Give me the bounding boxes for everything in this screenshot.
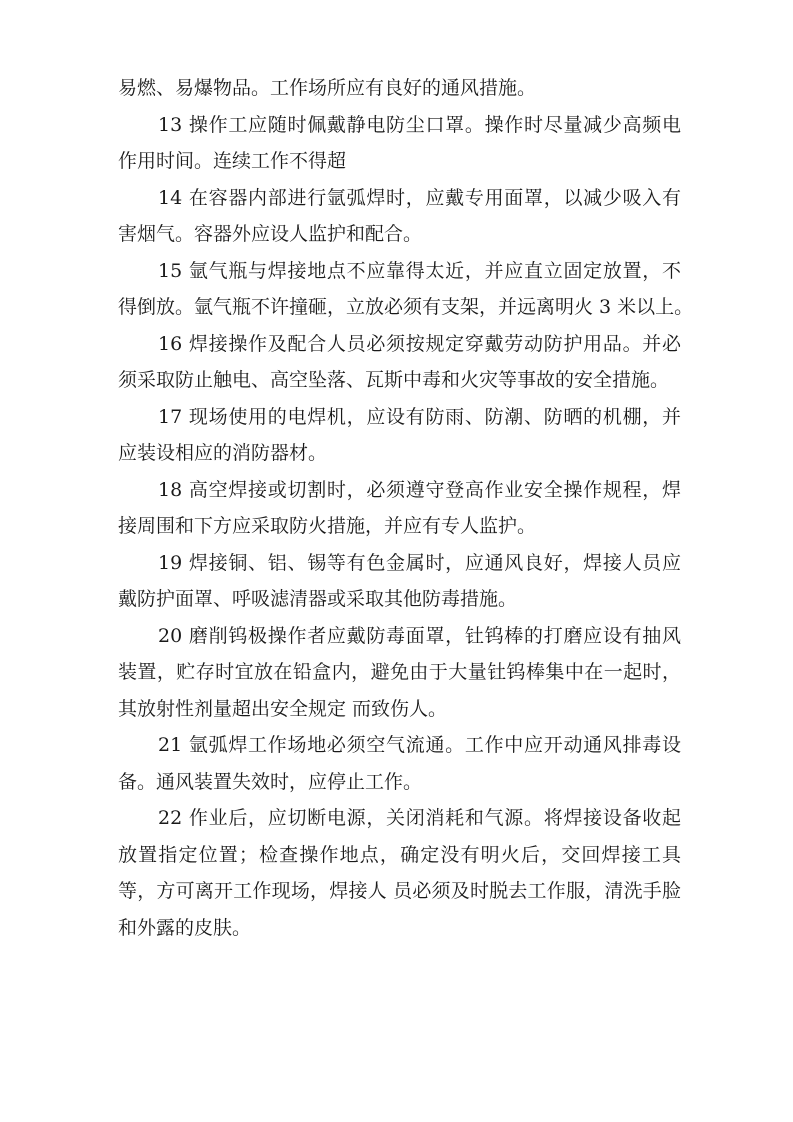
paragraph [118,545,681,618]
text-line: 须采取防止触电、高空坠落、瓦斯中毒和火灾等事故的安全措施。 [118,369,670,391]
paragraph [118,618,681,728]
text-line: 15 氩气瓶与焊接地点不应靠得太近，并应直立固定放置，不 [158,259,681,282]
text-line: 戴防护面罩、呼吸滤清器或采取其他防毒措施。 [118,588,518,610]
text-line: 和外露的皮肤。 [118,916,252,939]
text-line: 备。通风装置失效时，应停止工作。 [118,770,423,793]
text-line: 害烟气。容器外应设人监护和配合。 [118,223,423,245]
text-line: 14 在容器内部进行氩弧焊时，应戴专用面罩，以减少吸入有 [158,186,681,209]
text-line: 21 氩弧焊工作场地必须空气流通。工作中应开动通风排毒设 [158,734,681,756]
text-line: 得倒放。氩气瓶不许撞砸，立放必须有支架，并远离明火 3 米以上。 [118,296,694,318]
paragraph [118,326,681,399]
text-line: 19 焊接铜、铝、锡等有色金属时，应通风良好，焊接人员应 [158,551,681,574]
text-line: 20 磨削钨极操作者应戴防毒面罩，钍钨棒的打磨应设有抽风 [158,624,681,647]
text-line: 其放射性剂量超出安全规定 而致伤人。 [118,697,448,720]
text-line: 接周围和下方应采取防火措施，并应有专人监护。 [118,515,537,537]
text-line: 17 现场使用的电焊机，应设有防雨、防潮、防晒的机棚，并 [158,405,681,428]
paragraph [118,800,681,946]
text-line: 18 高空焊接或切割时，必须遵守登高作业安全操作规程，焊 [158,478,681,501]
text-line: 22 作业后，应切断电源，关闭消耗和气源。将焊接设备收起 [158,807,681,829]
paragraph [118,399,681,472]
paragraph [118,70,681,107]
paragraph [118,727,681,800]
text-line: 13 操作工应随时佩戴静电防尘口罩。操作时尽量减少高频电 [158,113,681,136]
text-line: 放置指定位置；检查操作地点，确定没有明火后，交回焊接工具 [118,843,681,866]
paragraph [118,180,681,253]
text-line: 应装设相应的消防器材。 [118,442,328,464]
document-page [118,70,694,946]
text-line: 16 焊接操作及配合人员必须按规定穿戴劳动防护用品。并必 [158,332,681,355]
text-line: 作用时间。连续工作不得超 [118,150,347,172]
paragraph [118,472,681,545]
text-line: 易燃、易爆物品。工作场所应有良好的通风措施。 [118,77,537,99]
paragraph [118,253,694,326]
text-line: 等，方可离开工作现场，焊接人 员必须及时脱去工作服，清洗手脸 [118,880,681,902]
paragraph [118,107,681,180]
text-line: 装置，贮存时宜放在铅盒内，避免由于大量钍钨棒集中在一起时， [118,661,681,683]
